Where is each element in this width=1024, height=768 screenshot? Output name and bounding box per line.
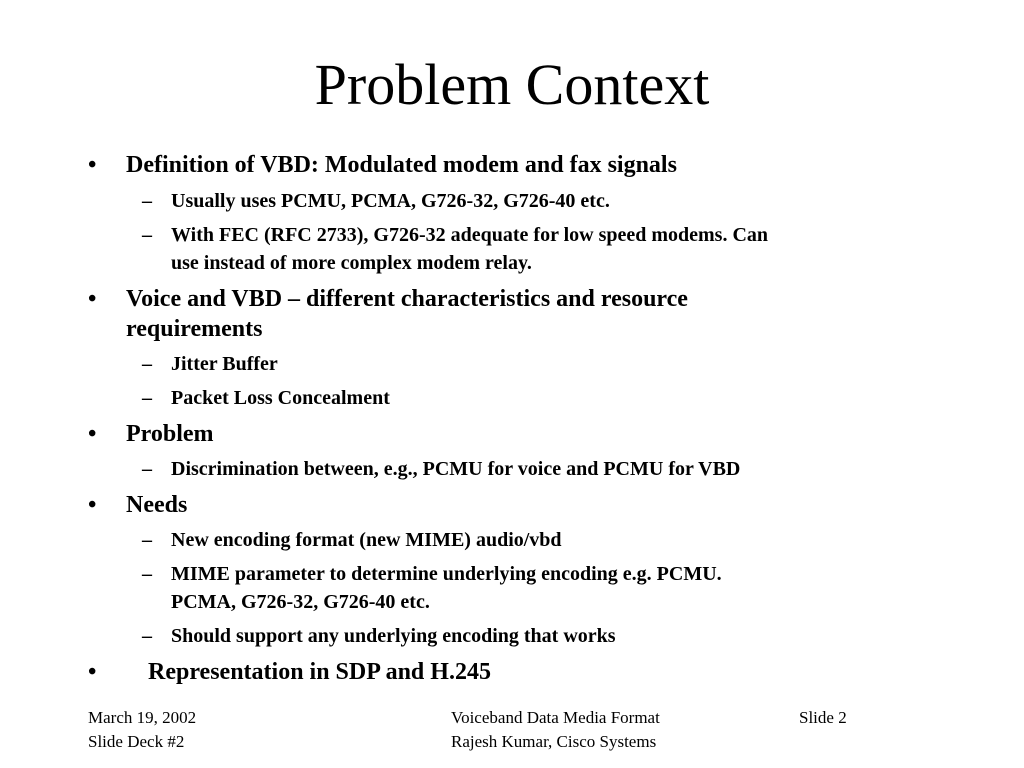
footer-author: Rajesh Kumar, Cisco Systems — [451, 732, 657, 751]
sub-bullet-codecs: Usually uses PCMU, PCMA, G726-32, G726-40 etc. — [171, 190, 610, 212]
footer-slide-number: Slide 2 — [799, 708, 847, 727]
dash-marker: – — [142, 529, 152, 551]
sub-bullet-new-encoding: New encoding format (new MIME) audio/vbd — [171, 529, 562, 551]
sub-bullet-fec-line1: With FEC (RFC 2733), G726-32 adequate for low speed modems. Can — [171, 224, 769, 246]
dash-marker: – — [142, 190, 152, 212]
bullet-marker: • — [88, 659, 97, 685]
sub-bullet-discrimination: Discrimination between, e.g., PCMU for voice and PCMU for VBD — [171, 458, 741, 480]
bullet-voice-vbd-line2: requirements — [126, 316, 263, 342]
dash-marker: – — [142, 625, 152, 647]
bullet-marker: • — [88, 492, 97, 518]
footer-topic: Voiceband Data Media Format — [451, 708, 660, 727]
slide-title: Problem Context — [314, 52, 710, 117]
bullet-definition-vbd: Definition of VBD: Modulated modem and fax signals — [126, 152, 677, 178]
bullet-problem: Problem — [126, 421, 214, 447]
dash-marker: – — [142, 387, 152, 409]
footer-deck: Slide Deck #2 — [88, 732, 185, 751]
bullet-voice-vbd-line1: Voice and VBD – different characteristics and resource — [126, 286, 688, 312]
sub-bullet-any-encoding: Should support any underlying encoding that works — [171, 625, 616, 647]
sub-bullet-fec-line2: use instead of more complex modem relay. — [171, 252, 532, 274]
footer-date: March 19, 2002 — [88, 708, 197, 727]
dash-marker: – — [142, 353, 152, 375]
dash-marker: – — [142, 563, 152, 585]
sub-bullet-mime-line2: PCMA, G726-32, G726-40 etc. — [171, 591, 430, 613]
dash-marker: – — [142, 458, 152, 480]
bullet-marker: • — [88, 152, 97, 178]
sub-bullet-packet-loss: Packet Loss Concealment — [171, 387, 390, 409]
bullet-marker: • — [88, 421, 97, 447]
bullet-representation: Representation in SDP and H.245 — [148, 659, 491, 685]
bullet-marker: • — [88, 286, 97, 312]
sub-bullet-jitter-buffer: Jitter Buffer — [171, 353, 278, 375]
dash-marker: – — [142, 224, 152, 246]
sub-bullet-mime-line1: MIME parameter to determine underlying encoding e.g. PCMU. — [171, 563, 722, 585]
bullet-needs: Needs — [126, 492, 188, 518]
